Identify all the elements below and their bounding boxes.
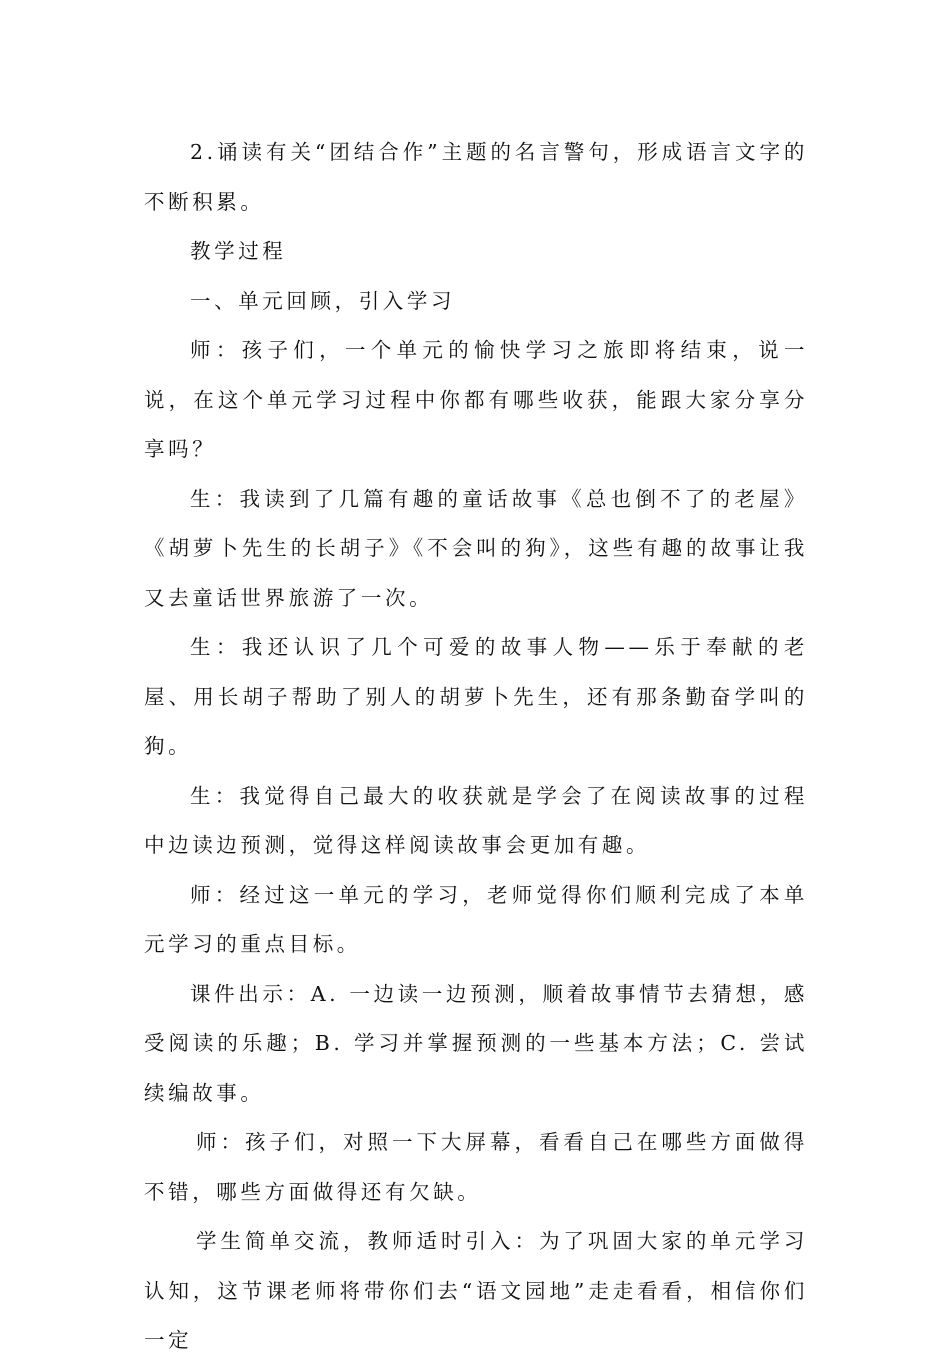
paragraph-student-answer-1: 生：我读到了几篇有趣的童话故事《总也倒不了的老屋》《胡萝卜先生的长胡子》《不会叫的狗》，这些有趣的故事让我又去童话世界旅游了一次。: [144, 486, 808, 610]
heading-unit-review: 一、单元回顾，引入学习: [190, 288, 456, 313]
paragraph-student-answer-3: 生：我觉得自己最大的收获就是学会了在阅读故事的过程中边读边预测，觉得这样阅读故事会更加有趣。: [144, 783, 808, 857]
paragraph-student-exchange: 学生简单交流，教师适时引入：为了巩固大家的单元学习认知，这节课老师将带你们去“语文园地”走走看看，相信你们一定: [144, 1229, 808, 1352]
paragraph-student-answer-2: 生：我还认识了几个可爱的故事人物——乐于奉献的老屋、用长胡子帮助了别人的胡萝卜先生，还有那条勤奋学叫的狗。: [144, 635, 808, 758]
paragraph-teacher-question: 师：孩子们，一个单元的愉快学习之旅即将结束，说一说，在这个单元学习过程中你都有哪些收获，能跟大家分享分享吗？: [144, 338, 808, 461]
paragraph-teacher-reflection: 师：孩子们，对照一下大屏幕，看看自己在哪些方面做得不错，哪些方面做得还有欠缺。: [144, 1130, 808, 1204]
paragraph-teacher-summary: 师：经过这一单元的学习，老师觉得你们顺利完成了本单元学习的重点目标。: [144, 882, 808, 956]
paragraph-goal-2: 2.诵读有关“团结合作”主题的名言警句，形成语言文字的不断积累。: [144, 140, 808, 214]
document-body: [144, 128, 808, 1366]
paragraph-courseware: 课件出示：A. 一边读一边预测，顺着故事情节去猜想，感受阅读的乐趣；B. 学习并掌握预测的一些基本方法；C. 尝试续编故事。: [144, 981, 808, 1105]
heading-teaching-process: 教学过程: [190, 239, 287, 263]
